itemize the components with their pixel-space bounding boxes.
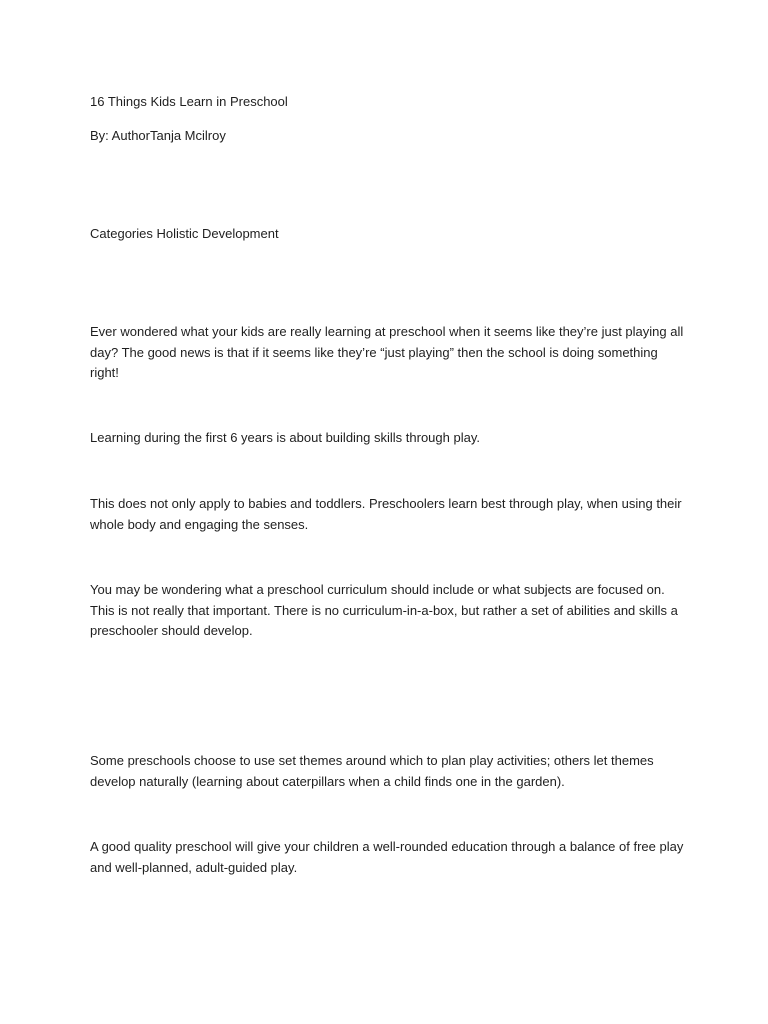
paragraph-6: A good quality preschool will give your children a well-rounded education through a balance of free play and well-planned, adult-guided play. [90,839,684,875]
paragraph-5: Some preschools choose to use set themes around which to plan play activities; others let themes develop naturally (learning about caterpillars when a child finds one in the garden). [90,753,654,789]
document-title: 16 Things Kids Learn in Preschool [90,94,288,109]
author-byline: By: AuthorTanja Mcilroy [90,128,226,143]
paragraph-4: You may be wondering what a preschool curriculum should include or what subjects are focused on. This is not really that important. There is no curriculum-in-a-box, but rather a set of abilities and skills a preschooler should develop. [90,582,678,638]
paragraph-1: Ever wondered what your kids are really learning at preschool when it seems like they’re just playing all day? The good news is that if it seems like they’re “just playing” then the school is doing something right! [90,324,684,380]
paragraph-3: This does not only apply to babies and toddlers. Preschoolers learn best through play, when using their whole body and engaging the senses. [90,496,682,532]
paragraph-2: Learning during the first 6 years is about building skills through play. [90,430,480,445]
categories-line: Categories Holistic Development [90,226,279,241]
